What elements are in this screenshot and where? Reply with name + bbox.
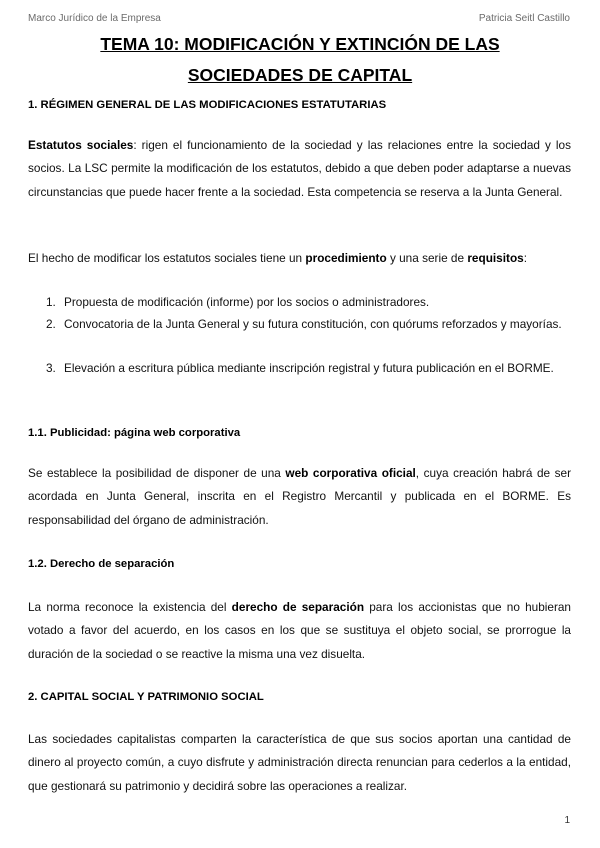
page-number: 1 xyxy=(564,815,570,826)
section-1-1-paragraph xyxy=(28,462,571,532)
term-derecho-separacion: derecho de separación xyxy=(231,600,365,614)
paragraph-text: La norma reconoce la existencia del xyxy=(28,600,232,614)
section-1-heading: 1. RÉGIMEN GENERAL DE LAS MODIFICACIONES ESTATUTARIAS xyxy=(28,99,387,111)
list-item-text: Propuesta de modificación (informe) por los socios o administradores. xyxy=(64,295,430,309)
list-number: 1. xyxy=(46,295,56,309)
list-number: 3. xyxy=(46,361,56,375)
section-1-paragraph-1 xyxy=(28,134,571,204)
list-item xyxy=(28,357,571,379)
paragraph-text: , cuya creación habrá de ser acordada en Junta General, inscrita en el Registro Mercantil y publicada en el BORME. Es responsabilidad del órgano de administración. xyxy=(28,466,571,527)
term-web-corporativa: web corporativa oficial xyxy=(285,466,416,480)
section-2-paragraph: Las sociedades capitalistas comparten la característica de que sus socios aportan una cantidad de dinero al proyecto común, a cuyo disfrute y administración directa renuncian para cederlos a la entidad, que gestionará su patrimonio y decidirá sobre las operaciones a realizar. xyxy=(28,732,571,793)
paragraph-text: y una serie de xyxy=(386,251,468,265)
term-requisitos: requisitos xyxy=(467,251,524,265)
paragraph-text: : rigen el funcionamiento de la sociedad y las relaciones entre la sociedad y los socios. La LSC permite la modificación de los estatutos, debido a que deben poder adaptarse a nuevas circunstancias que puede hacer frente a la sociedad. Esta competencia se reserva a la Junta General. xyxy=(28,138,571,199)
paragraph-text: Se establece la posibilidad de disponer de una xyxy=(28,466,286,480)
paragraph-text: : xyxy=(523,251,528,265)
term-estatutos-sociales: Estatutos sociales xyxy=(28,138,134,152)
list-item-text: Convocatoria de la Junta General y su futura constitución, con quórums reforzados y mayorías. xyxy=(64,317,562,331)
header-author: Patricia Seitl Castillo xyxy=(478,13,570,24)
section-2-heading: 2. CAPITAL SOCIAL Y PATRIMONIO SOCIAL xyxy=(28,691,264,703)
term-procedimiento: procedimiento xyxy=(305,251,387,265)
section-1-2-paragraph xyxy=(28,596,571,666)
list-number: 2. xyxy=(46,317,56,331)
page-title-line-2: SOCIEDADES DE CAPITAL xyxy=(187,65,413,85)
section-1-1-heading: 1.1. Publicidad: página web corporativa xyxy=(28,427,241,439)
page-title-line-1: TEMA 10: MODIFICACIÓN Y EXTINCIÓN DE LAS xyxy=(100,34,500,54)
paragraph-text: para los accionistas que no hubieran votado a favor del acuerdo, en los casos en los que se sustituya el objeto social, se prorrogue la duración de la sociedad o se reactive la misma una vez disuelta. xyxy=(28,600,571,661)
list-item xyxy=(28,291,571,313)
header-course: Marco Jurídico de la Empresa xyxy=(28,13,161,24)
section-1-2-heading: 1.2. Derecho de separación xyxy=(28,558,175,570)
section-1-paragraph-2 xyxy=(28,247,571,270)
list-item-text: Elevación a escritura pública mediante inscripción registral y futura publicación en el BORME. xyxy=(64,361,554,375)
list-item xyxy=(28,313,571,335)
paragraph-text: El hecho de modificar los estatutos sociales tiene un xyxy=(28,251,306,265)
